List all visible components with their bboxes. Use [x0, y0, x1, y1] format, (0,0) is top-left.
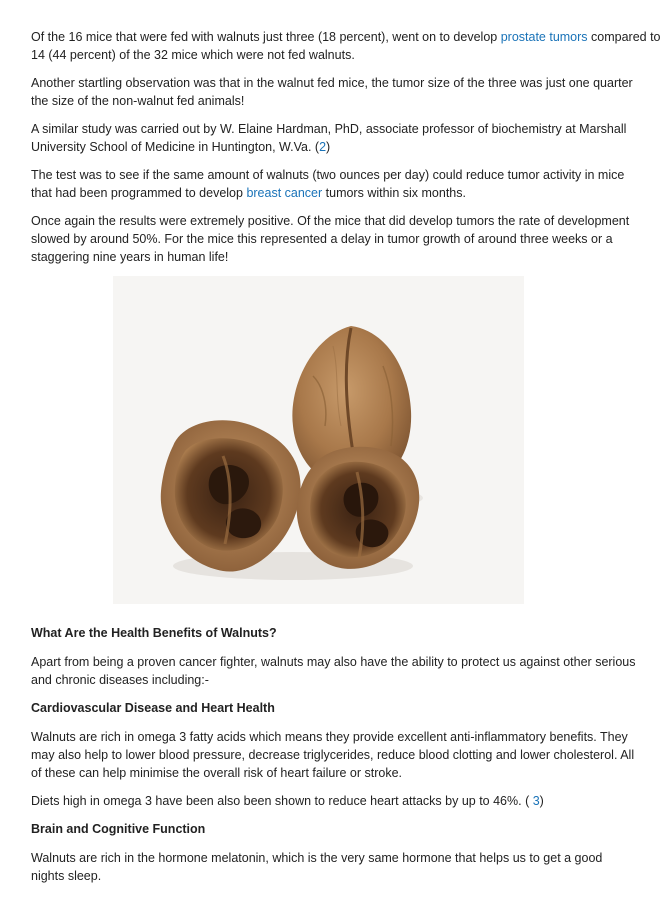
heading-health-benefits: What Are the Health Benefits of Walnuts? — [31, 626, 277, 640]
text-fragment: Diets high in omega 3 have been also been shown to reduce heart attacks by up to 46%. ( — [31, 794, 533, 808]
text-fragment: ) — [326, 140, 331, 154]
heading-brain-cognitive: Brain and Cognitive Function — [31, 822, 206, 836]
paragraph-hardman-study — [31, 120, 638, 156]
text-fragment: A similar study was carried out by W. Elaine Hardman, PhD, associate professor of biochemistry at Marshall University School of Medicine in Huntington, W.Va. ( — [31, 122, 627, 154]
text-fragment: tumors within six months. — [322, 186, 466, 200]
walnuts-image — [113, 276, 524, 604]
heading-cardiovascular: Cardiovascular Disease and Heart Health — [31, 701, 275, 715]
reference-link-2[interactable]: 2 — [319, 140, 327, 154]
text-fragment: compared to — [587, 30, 661, 44]
article-body — [31, 28, 661, 895]
paragraph-mice-prostate — [31, 28, 661, 64]
link-breast-cancer[interactable]: breast cancer — [246, 186, 323, 200]
paragraph-results: Once again the results were extremely positive. Of the mice that did develop tumors the rate of development slowed by around 50%. For the mice this represented a delay in tumor growth of around three weeks or a staggering nine years in human life! — [31, 214, 630, 264]
paragraph-tumor-size: Another startling observation was that in the walnut fed mice, the tumor size of the three was just one quarter the size of the non-walnut fed animals! — [31, 76, 633, 108]
paragraph-heart-attacks — [31, 792, 638, 810]
text-fragment: ) — [539, 794, 544, 808]
text-fragment: Of the 16 mice that were fed with walnuts just three (18 percent), went on to develop — [31, 30, 501, 44]
paragraph-cancer-fighter: Apart from being a proven cancer fighter, walnuts may also have the ability to protect us against other serious and chronic diseases including:- — [31, 655, 636, 687]
walnuts-illustration — [113, 276, 524, 604]
text-fragment: 14 (44 percent) of the 32 mice which were not fed walnuts. — [31, 48, 355, 62]
reference-link-3[interactable]: 3 — [532, 794, 540, 808]
paragraph-omega-3: Walnuts are rich in omega 3 fatty acids which means they provide excellent anti-inflammatory benefits. They may also help to lower blood pressure, decrease triglycerides, reduce blood clotting and lower cholesterol. All of these can help minimise the overall risk of heart failure or stroke. — [31, 730, 635, 780]
text-fragment: The test was to see if the same amount of walnuts (two ounces per day) could reduce tumor activity in mice that had been programmed to develop — [31, 168, 625, 200]
link-prostate-tumors[interactable]: prostate tumors — [500, 30, 588, 44]
paragraph-breast-cancer-test — [31, 166, 638, 202]
paragraph-melatonin: Walnuts are rich in the hormone melatonin, which is the very same hormone that helps us to get a good nights sleep. — [31, 851, 603, 883]
